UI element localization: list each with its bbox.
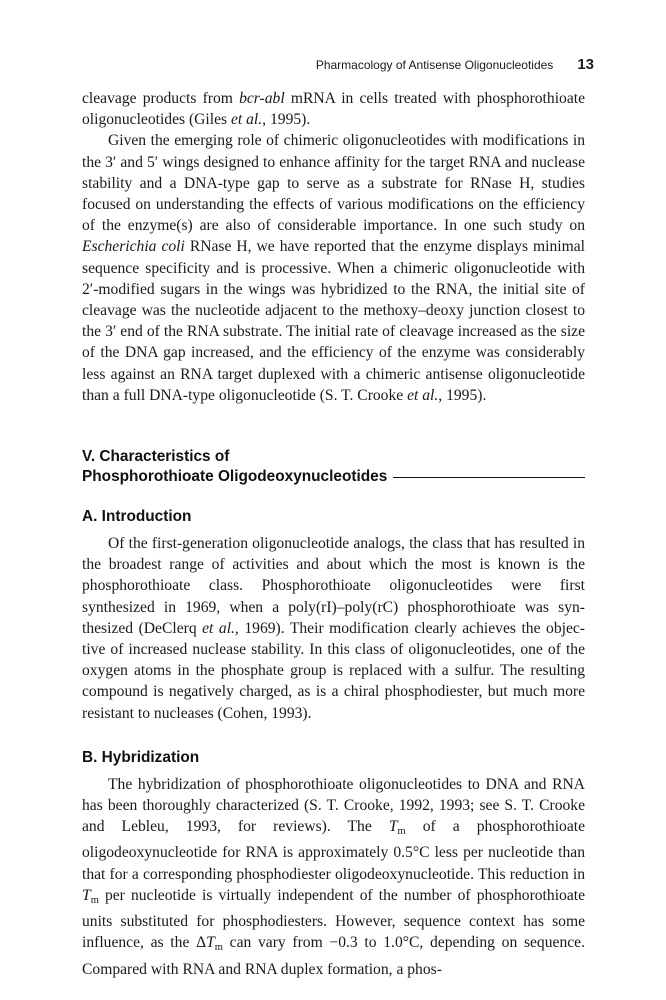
section-heading-v-line1: V. Characteristics of xyxy=(82,448,230,466)
subsection-heading-hybridization: B. Hybridization xyxy=(82,748,200,766)
subsection-heading-introduction: A. Introduction xyxy=(82,508,192,526)
body-text xyxy=(82,88,585,980)
page-number: 13 xyxy=(577,56,594,73)
paragraph-introduction: Of the first-generation oligonucleotide analogs, the class that has resulted in the broadest range of activities and about which the most is known is the phosphorothioate class. Phosphorothioate oligonucleotides were first synthesized in 1969, when a poly(rI)–poly(rC) phosphorothioate was synthesized (DeClerq et al., 1969). Their modification clearly achieves the objective of increased nuclease stability. In this class of oligonucleotides, one of the oxygen atoms in the phosphate group is replaced with a sulfur. The resulting compound is negatively charged, as is a chiral phosphodiester, but much more resistant to nucleases (Cohen, 1993). xyxy=(82,535,585,722)
running-head-title: Pharmacology of Antisense Oligonucleotides xyxy=(315,58,554,72)
paragraph-rnase-h: Given the emerging role of chimeric oligonucleotides with modifications in the 3′ and 5′ wings designed to enhance affinity for the target RNA and nuclease stability and a DNA-type gap to serve as a substrate for RNase H, studies focused on understanding the effects of various modifications on the efficiency of the enzyme(s) are also of considerable importance. In one such study on Escherichia coli RNase H, we have reported that the enzyme displays minimal sequence specificity and is processive. When a chimeric oligonucleotide with 2′-modified sugars in the wings was hybridized to the RNA, the initial site of cleavage was the nucleotide adjacent to the methoxy–deoxy junction closest to the 3′ end of the RNA substrate. The initial rate of cleavage increased as the size of the DNA gap increased, and the efficiency of the enzyme was considerably less against an RNA target duplexed with a chimeric antisense oligonucleotide than a full DNA-type oligonucleotide (S. T. Crooke et al., 1995). xyxy=(82,132,586,404)
section-heading-v-line2: Phosphorothioate Oligodeoxynucleotides xyxy=(82,468,388,486)
paragraph-hybridization: The hybridization of phosphorothioate oligonucleotides to DNA and RNA has been thoroughly characterized (S. T. Crooke, 1992, 1993; see S. T. Crooke and Lebleu, 1993, for reviews). The $T_m$ of a phosphorothioate oligodeoxynucleotide for RNA is approximately 0.5°C less per nucleotide than that for a corresponding phosphodiester oligodeoxynucleotide. This reduction in $T_m$ per nucleotide is virtually independent of the number of phosphorothioate units substituted for phosphodiesters. However, sequence context has some influence, as the $\Delta T_m$ can vary from −0.3 to 1.0°C, depending on sequence. Compared with RNA and RNA duplex formation, a phos- xyxy=(82,775,585,978)
paragraph-continued: cleavage products from bcr-abl mRNA in cells treated with phosphorothioate oligonucleotides (Giles et al., 1995). xyxy=(82,90,585,129)
running-head xyxy=(82,56,594,73)
section-heading-v xyxy=(82,447,585,487)
heading-rule xyxy=(393,477,585,478)
